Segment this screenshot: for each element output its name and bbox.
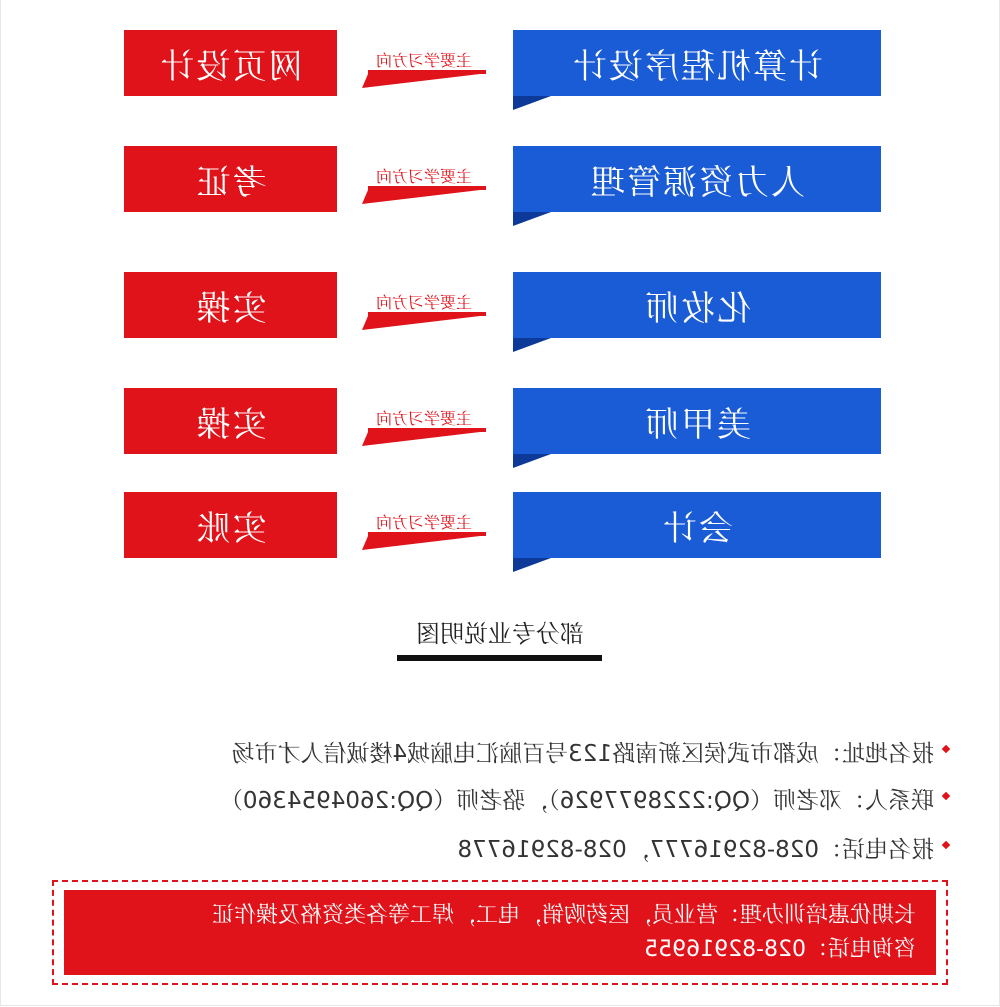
major-label: 会计 <box>513 492 881 558</box>
major-label: 化妆师 <box>513 272 881 338</box>
outcome-label: 考证 <box>124 146 337 212</box>
ribbon-fold <box>513 96 551 110</box>
notice-line: 长期优惠培训办理：营业员，医药购销，电工，焊工等各类资格及操作证 <box>211 903 916 928</box>
ribbon-fold <box>513 212 551 226</box>
program-row <box>0 492 1000 592</box>
outcome-label: 网页设计 <box>124 30 337 96</box>
arrow-right-icon <box>362 428 486 458</box>
diamond-bullet-icon <box>941 744 951 754</box>
major-label: 计算机程序设计 <box>513 30 881 96</box>
ribbon-fold <box>513 454 551 468</box>
direction-label: 主要学习方向 <box>376 51 473 70</box>
address-text: 报名地址：成都市武侯区新南路123号百脑汇电脑城4楼诚信人才市场 <box>231 741 934 767</box>
outcome-label: 实操 <box>124 272 337 338</box>
phone-text: 报名电话：028-82916777，028-82916778 <box>457 837 934 863</box>
program-row <box>0 30 1000 130</box>
outcome-label: 实账 <box>124 492 337 558</box>
arrow-right-icon <box>362 186 486 216</box>
major-label: 美甲师 <box>513 388 881 454</box>
notice-phone: 咨询电话：028-82916955 <box>644 937 916 962</box>
direction-label: 主要学习方向 <box>376 409 473 428</box>
diamond-bullet-icon <box>941 791 951 801</box>
outcome-label: 实操 <box>124 388 337 454</box>
arrow-right-icon <box>362 532 486 562</box>
notice-panel <box>64 890 936 975</box>
program-row <box>0 272 1000 372</box>
caption-underline <box>397 655 602 661</box>
direction-label: 主要学习方向 <box>376 293 473 312</box>
ribbon-fold <box>513 338 551 352</box>
arrow-right-icon <box>362 312 486 342</box>
figure-caption: 部分专业说明图 <box>416 620 584 648</box>
diamond-bullet-icon <box>941 840 951 850</box>
contact-text: 联系人：邓老师（QQ:2228977926），骆老师（QQ:2604954360） <box>219 788 934 814</box>
major-label: 人力资源管理 <box>513 146 881 212</box>
arrow-right-icon <box>362 70 486 100</box>
direction-label: 主要学习方向 <box>376 167 473 186</box>
ribbon-fold <box>513 558 551 572</box>
program-row <box>0 146 1000 246</box>
program-row <box>0 388 1000 488</box>
direction-label: 主要学习方向 <box>376 513 473 532</box>
